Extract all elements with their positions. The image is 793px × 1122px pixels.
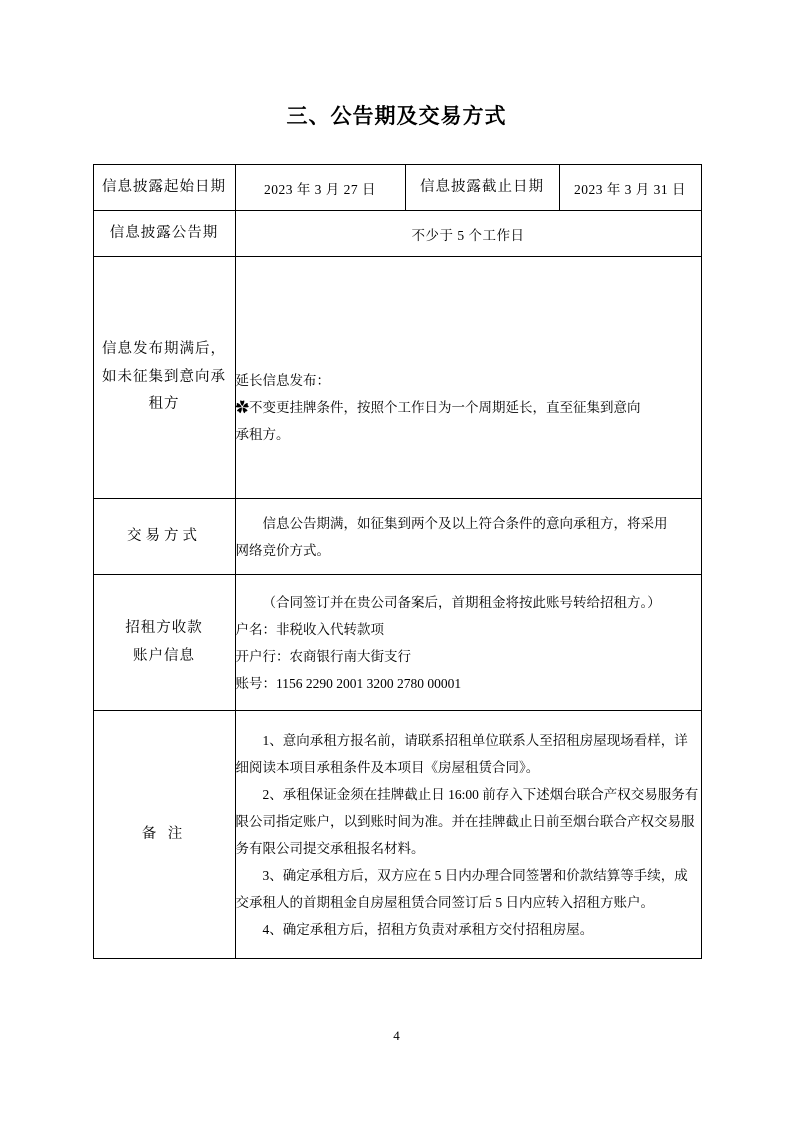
text-line: 信息公告期满，如征集到两个及以上符合条件的意向承租方，将采用 bbox=[262, 515, 668, 531]
label-line: 租方 bbox=[148, 396, 180, 413]
page-title: 三、公告期及交易方式 bbox=[286, 104, 507, 128]
table-row bbox=[93, 165, 701, 211]
label-no-tenant-after-period bbox=[93, 257, 235, 499]
table-row bbox=[93, 575, 701, 711]
value-remarks bbox=[235, 711, 701, 959]
text-line: ✿不变更挂牌条件，按照个工作日为一个周期延长，直至征集到意向 bbox=[235, 400, 641, 415]
label-transaction-method: 交易方式 bbox=[93, 499, 235, 575]
text-line: （合同签订并在贵公司备案后，首期租金将按此账号转给招租方。） bbox=[262, 594, 661, 610]
announcement-info-table bbox=[93, 164, 702, 959]
label-line: 招租方收款 bbox=[125, 619, 203, 636]
table-row bbox=[93, 711, 701, 959]
page-number: 4 bbox=[393, 1028, 400, 1043]
table-row bbox=[93, 499, 701, 575]
label-disclosure-start-date: 信息披露起始日期 bbox=[93, 165, 235, 211]
label-lessor-account-info bbox=[93, 575, 235, 711]
text-line: 户名：非税收入代转款项 bbox=[235, 621, 384, 637]
label-line: 如未征集到意向承 bbox=[102, 368, 226, 385]
value-disclosure-start-date: 2023 年 3 月 27 日 bbox=[235, 165, 405, 211]
label-remarks: 备 注 bbox=[93, 711, 235, 959]
table-row bbox=[93, 211, 701, 257]
text-line: 承租方。 bbox=[235, 427, 290, 442]
text-line: 网络竞价方式。 bbox=[235, 542, 330, 558]
text-line: 延长信息发布： bbox=[235, 373, 330, 388]
info-table-wrapper bbox=[93, 164, 701, 959]
remark-item: 2、承租保证金须在挂牌截止日 16:00 前存入下述烟台联合产权交易服务有限公司指定账户，以到账时间为准。并在挂牌截止日前至烟台联合产权交易服务有限公司提交承租报名材料。 bbox=[235, 786, 699, 856]
value-no-tenant-after-period bbox=[235, 257, 701, 499]
value-disclosure-period: 不少于 5 个工作日 bbox=[235, 211, 701, 257]
value-lessor-account-info bbox=[235, 575, 701, 711]
label-line: 信息发布期满后， bbox=[102, 341, 226, 358]
label-disclosure-period: 信息披露公告期 bbox=[93, 211, 235, 257]
value-transaction-method bbox=[235, 499, 701, 575]
text-line: 账号：1156 2290 2001 3200 2780 00001 bbox=[235, 675, 462, 691]
label-disclosure-end-date: 信息披露截止日期 bbox=[405, 165, 559, 211]
table-row bbox=[93, 257, 701, 499]
text-line: 开户行：农商银行南大街支行 bbox=[235, 648, 411, 664]
label-line: 账户信息 bbox=[133, 647, 195, 664]
value-disclosure-end-date: 2023 年 3 月 31 日 bbox=[559, 165, 701, 211]
remark-item: 3、确定承租方后，双方应在 5 日内办理合同签署和价款结算等手续，成交承租人的首期租金自房屋租赁合同签订后 5 日内应转入招租方账户。 bbox=[235, 867, 688, 910]
remark-item: 1、意向承租方报名前，请联系招租单位联系人至招租房屋现场看样，详细阅读本项目承租条件及本项目《房屋租赁合同》。 bbox=[235, 732, 688, 775]
remark-item: 4、确定承租方后，招租方负责对承租方交付招租房屋。 bbox=[262, 921, 594, 937]
